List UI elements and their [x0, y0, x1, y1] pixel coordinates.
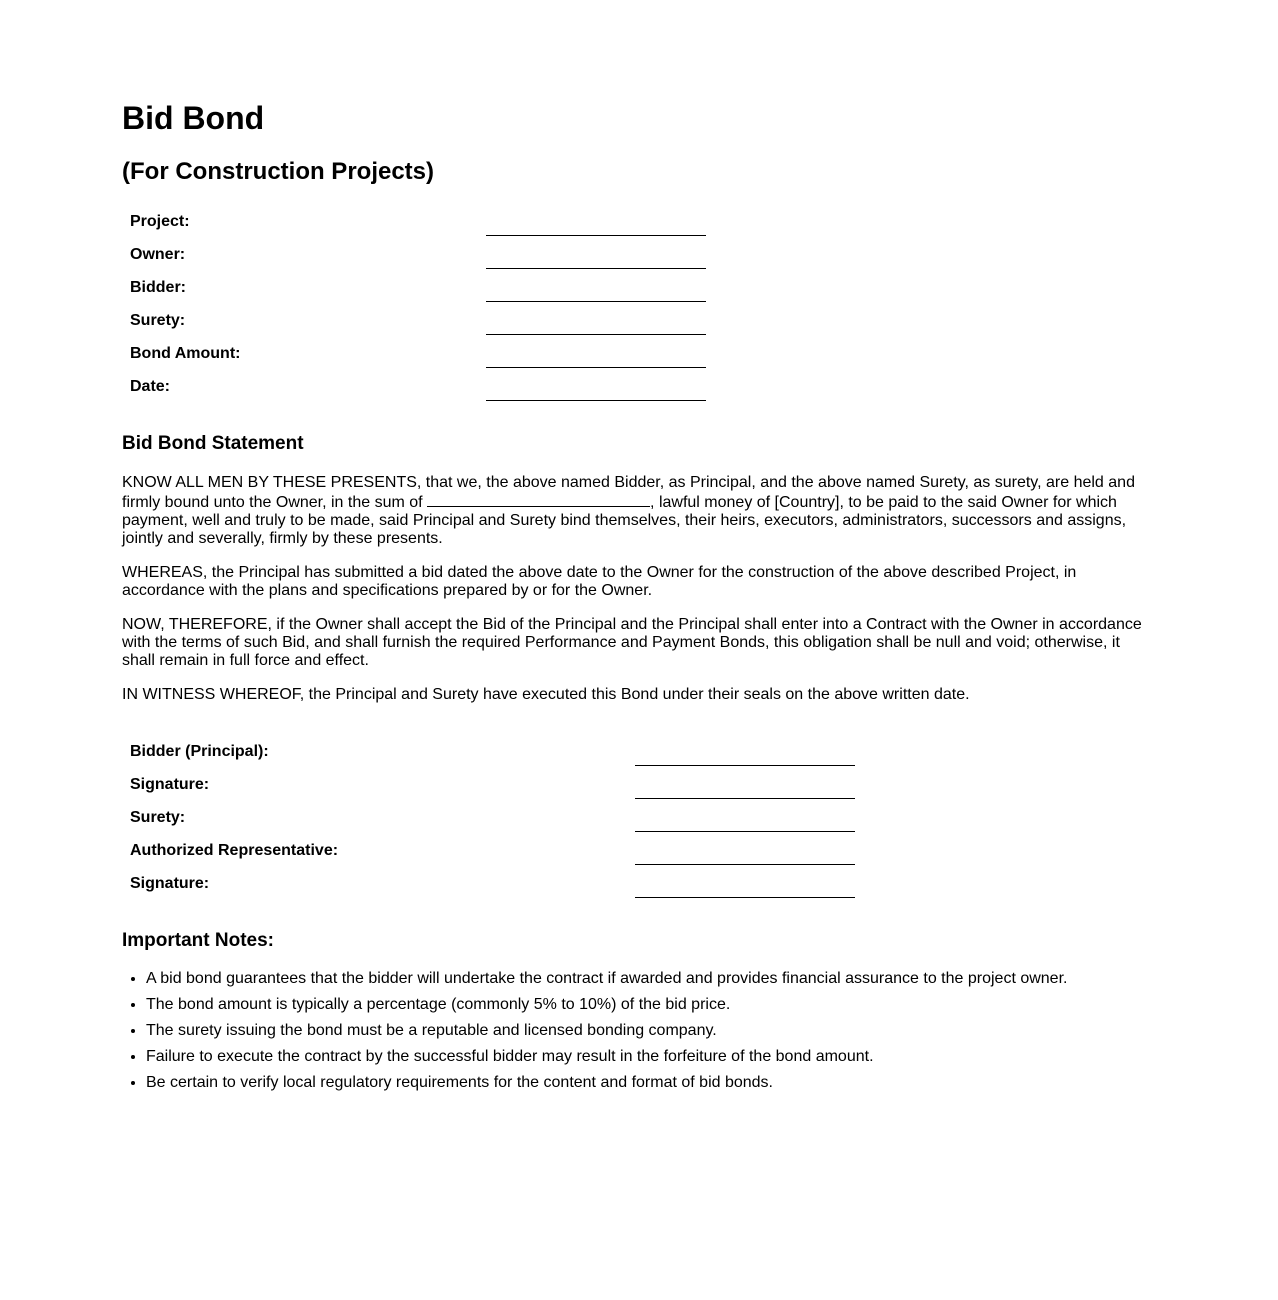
sig-row-surety-signature [124, 868, 856, 899]
surety-blank-line [486, 320, 706, 335]
field-row-bond-amount [124, 338, 707, 369]
principal-signature-field[interactable] [634, 769, 856, 800]
authorized-representative-field[interactable] [634, 835, 856, 866]
field-row-owner [124, 239, 707, 270]
field-row-project [124, 206, 707, 237]
bond-amount-blank-line [486, 353, 706, 368]
owner-label: Owner: [130, 245, 186, 263]
surety-signature-label: Signature: [130, 874, 210, 892]
statement-heading: Bid Bond Statement [122, 433, 304, 454]
project-field[interactable] [485, 206, 707, 237]
bidder-field[interactable] [485, 272, 707, 303]
date-blank-line [486, 386, 706, 401]
project-label: Project: [130, 212, 190, 230]
bond-statement [122, 474, 1152, 720]
statement-paragraph-know-all-men [122, 474, 1152, 548]
bidder-principal-field[interactable] [634, 736, 856, 767]
surety-label: Surety: [130, 311, 186, 329]
owner-field[interactable] [485, 239, 707, 270]
list-item: • Be certain to verify local regulatory requirements for the content and format of bid bonds. [146, 1074, 1176, 1092]
document-title: Bid Bond [122, 100, 265, 136]
notes-heading: Important Notes: [122, 930, 274, 951]
statement-paragraph-whereas: WHEREAS, the Principal has submitted a bid dated the above date to the Owner for the construction of the above described Project, in accordance with the plans and specifications prepared by or for the Owner. [122, 564, 1077, 599]
list-item: • The surety issuing the bond must be a reputable and licensed bonding company. [146, 1022, 1176, 1040]
principal-signature-blank-line [635, 784, 855, 799]
signature-table [122, 734, 858, 901]
list-item: • The bond amount is typically a percentage (commonly 5% to 10%) of the bid price. [146, 996, 1176, 1014]
sig-surety-field[interactable] [634, 802, 856, 833]
sig-row-bidder-principal [124, 736, 856, 767]
sig-row-principal-signature [124, 769, 856, 800]
sig-surety-blank-line [635, 817, 855, 832]
surety-signature-field[interactable] [634, 868, 856, 899]
sig-row-surety [124, 802, 856, 833]
statement-paragraph-now-therefore: NOW, THEREFORE, if the Owner shall accept the Bid of the Principal and the Principal shall enter into a Contract with the Owner in accordance with the terms of such Bid, and shall furnish the required Performance and Payment Bonds, this obligation shall be null and void; otherwise, it shall remain in full force and effect. [122, 616, 1142, 669]
authorized-representative-blank-line [635, 850, 855, 865]
sig-surety-label: Surety: [130, 808, 186, 826]
bidder-principal-label: Bidder (Principal): [130, 742, 269, 760]
statement-p1-part1: KNOW ALL MEN BY THESE PRESENTS, that we, the above named Bidder, as Principal, and the above named Surety, as surety, are held and firmly bound unto the Owner, in the sum of [122, 474, 1135, 511]
field-row-bidder [124, 272, 707, 303]
bidder-label: Bidder: [130, 278, 186, 296]
sum-blank-line[interactable] [427, 492, 650, 507]
bond-amount-field[interactable] [485, 338, 707, 369]
surety-signature-blank-line [635, 883, 855, 898]
statement-p1-part2: , lawful money of [Country], to be paid to the said Owner for which payment, well and truly to be made, said Principal and Surety bind themselves, their heirs, executors, administrators, successors and assigns, jointly and severally, firmly by these presents. [122, 494, 1127, 547]
owner-blank-line [486, 254, 706, 269]
date-label: Date: [130, 377, 171, 395]
field-row-date [124, 371, 707, 402]
bond-amount-label: Bond Amount: [130, 344, 241, 362]
authorized-representative-label: Authorized Representative: [130, 841, 339, 859]
project-blank-line [486, 221, 706, 236]
list-item: • Failure to execute the contract by the successful bidder may result in the forfeiture of the bond amount. [146, 1048, 1176, 1066]
sig-row-authorized-representative [124, 835, 856, 866]
bidder-blank-line [486, 287, 706, 302]
document-subtitle: (For Construction Projects) [122, 158, 435, 185]
bond-info-table [122, 204, 709, 404]
principal-signature-label: Signature: [130, 775, 210, 793]
field-row-surety [124, 305, 707, 336]
surety-field[interactable] [485, 305, 707, 336]
list-item: • A bid bond guarantees that the bidder will undertake the contract if awarded and provides financial assurance to the project owner. [146, 970, 1176, 988]
statement-paragraph-in-witness: IN WITNESS WHEREOF, the Principal and Surety have executed this Bond under their seals on the above written date. [122, 686, 970, 703]
notes-list [122, 970, 1176, 1100]
date-field[interactable] [485, 371, 707, 402]
bidder-principal-blank-line [635, 751, 855, 766]
